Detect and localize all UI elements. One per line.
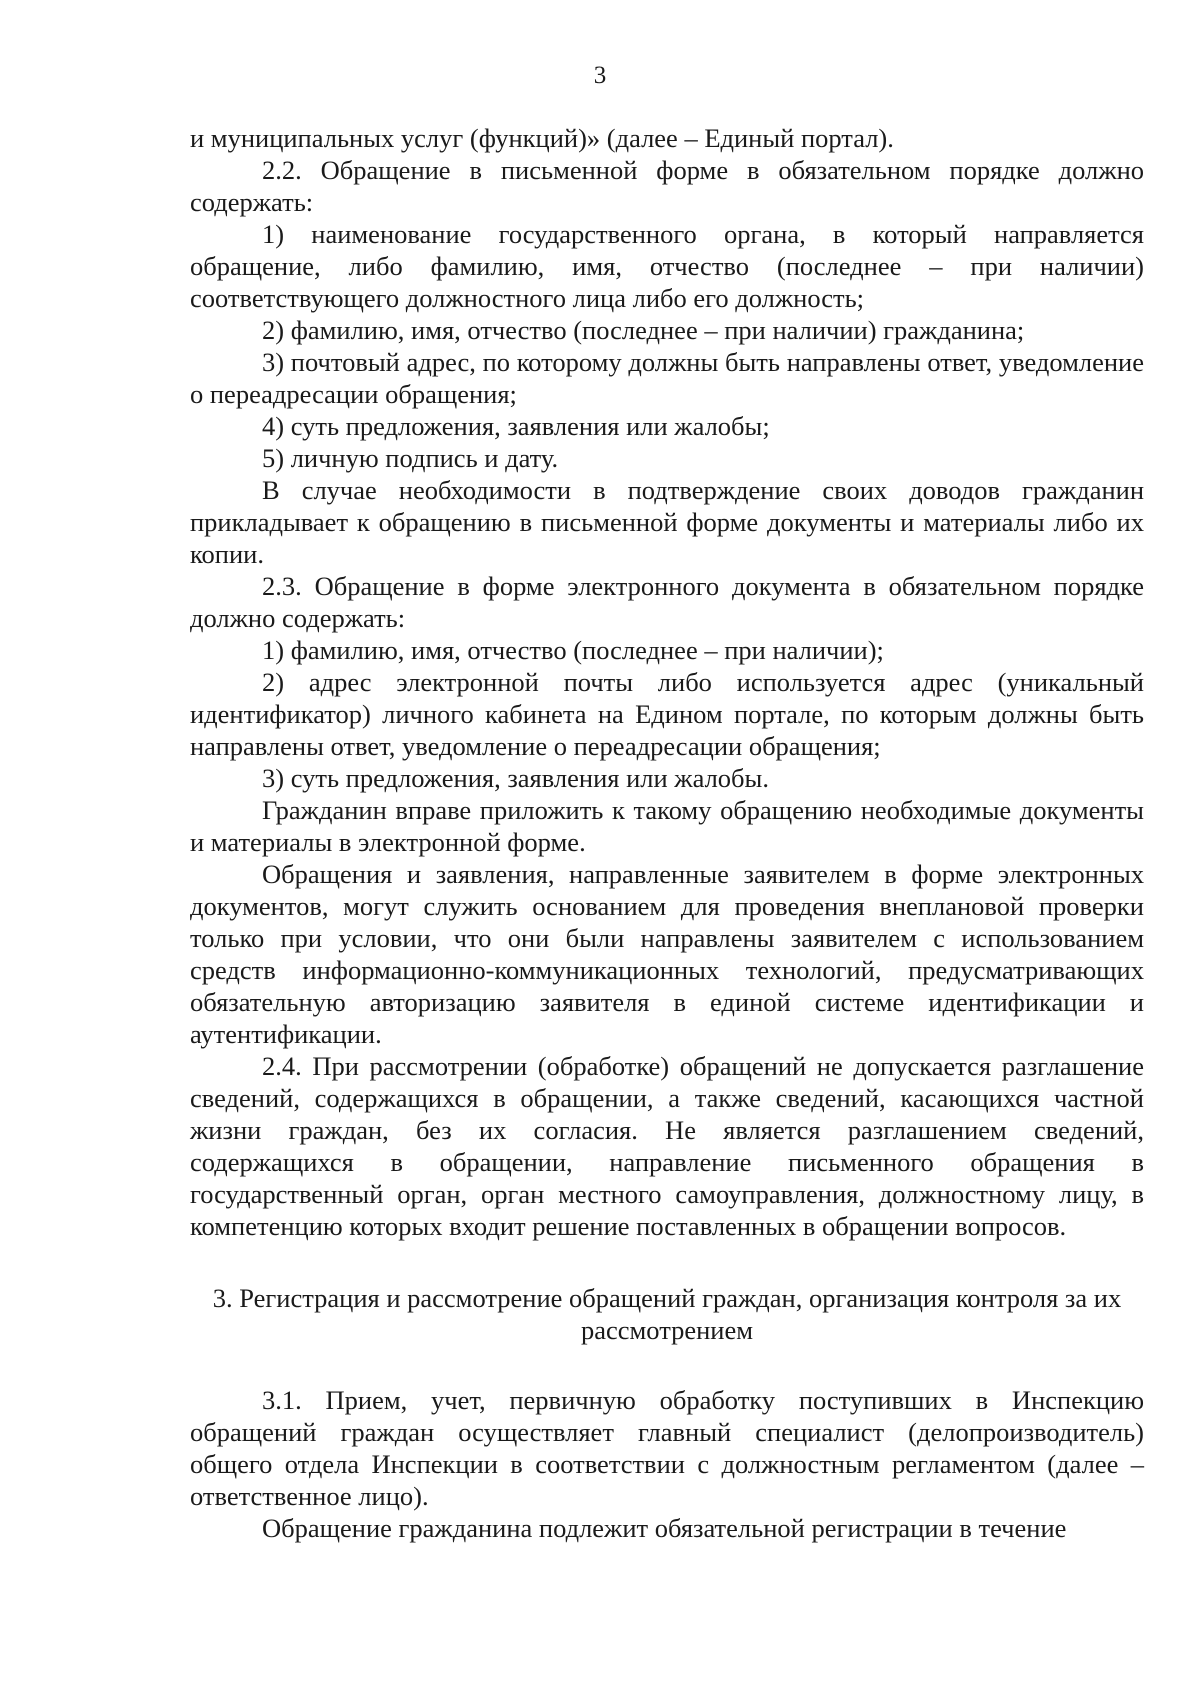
paragraph: 2.3. Обращение в форме электронного документа в обязательном порядке должно содержать: bbox=[190, 571, 1144, 633]
paragraph: 2.4. При рассмотрении (обработке) обращений не допускается разглашение сведений, содержащихся в обращении, а также сведений, касающихся частной жизни граждан, без их согласия. Не является разглашением сведений, содержащихся в обращении, направление письменного обращения в государственный орган, орган местного самоуправления, должностному лицу, в компетенцию которых входит решение поставленных в обращении вопросов. bbox=[190, 1051, 1144, 1241]
paragraph: 1) фамилию, имя, отчество (последнее – при наличии); bbox=[262, 635, 884, 665]
paragraph: 3.1. Прием, учет, первичную обработку поступивших в Инспекцию обращений граждан осуществляет главный специалист (делопроизводитель) общего отдела Инспекции в соответствии с должностным регламентом (далее – ответственное лицо). bbox=[190, 1385, 1144, 1511]
paragraph: и муниципальных услуг (функций)» (далее – Единый портал). bbox=[190, 123, 894, 153]
paragraph: Обращения и заявления, направленные заявителем в форме электронных документов, могут служить основанием для проведения внеплановой проверки только при условии, что они были направлены заявителем с использованием средств информационно-коммуникационных технологий, предусматривающих обязательную авторизацию заявителя в единой системе идентификации и аутентификации. bbox=[190, 859, 1144, 1049]
paragraph: Гражданин вправе приложить к такому обращению необходимые документы и материалы в электронной форме. bbox=[190, 795, 1144, 857]
section-heading: 3. Регистрация и рассмотрение обращений граждан, организация контроля за их рассмотрением bbox=[212, 1283, 1122, 1345]
paragraph: 2) фамилию, имя, отчество (последнее – при наличии) гражданина; bbox=[262, 315, 1025, 345]
paragraph: 3) почтовый адрес, по которому должны быть направлены ответ, уведомление о переадресации обращения; bbox=[190, 347, 1144, 409]
paragraph: Обращение гражданина подлежит обязательной регистрации в течение bbox=[262, 1513, 1067, 1543]
paragraph: 1) наименование государственного органа, в который направляется обращение, либо фамилию, имя, отчество (последнее – при наличии) соответствующего должностного лица либо его должность; bbox=[190, 219, 1144, 313]
paragraphs-before-heading bbox=[190, 122, 1144, 1242]
paragraph: 2.2. Обращение в письменной форме в обязательном порядке должно содержать: bbox=[190, 155, 1144, 217]
paragraph: 5) личную подпись и дату. bbox=[262, 443, 559, 473]
paragraph: В случае необходимости в подтверждение своих доводов гражданин прикладывает к обращению в письменной форме документы и материалы либо их копии. bbox=[190, 475, 1144, 569]
paragraph: 4) суть предложения, заявления или жалобы; bbox=[262, 411, 770, 441]
page-number: 3 bbox=[593, 62, 607, 89]
paragraph: 2) адрес электронной почты либо используется адрес (уникальный идентификатор) личного кабинета на Едином портале, по которым должны быть направлены ответ, уведомление о переадресации обращения; bbox=[190, 667, 1144, 761]
paragraphs-after-heading bbox=[190, 1384, 1144, 1544]
paragraph: 3) суть предложения, заявления или жалобы. bbox=[262, 763, 769, 793]
document-body bbox=[190, 122, 1144, 1544]
